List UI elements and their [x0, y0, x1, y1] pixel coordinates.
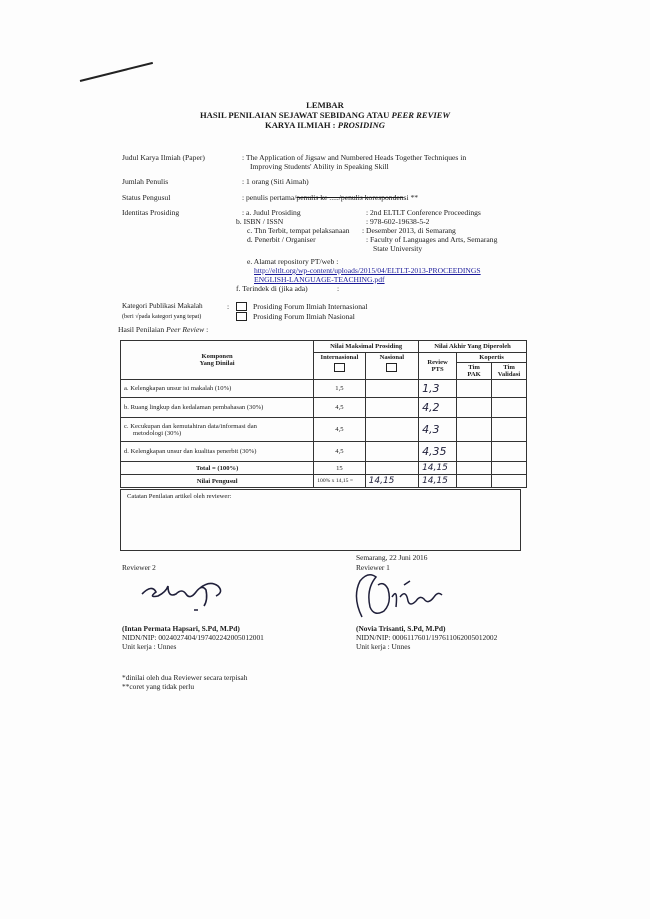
sign-date: Semarang, 22 Juni 2016	[356, 553, 428, 562]
pengusul-formula: 100% x 14,15 =	[314, 475, 365, 488]
pengusul-validasi	[492, 475, 527, 488]
scan-edge-mark	[80, 62, 153, 82]
terindek-value: :	[337, 284, 340, 293]
row-c-review: 4,3	[419, 418, 457, 442]
pengusul-hand: 14,15	[365, 475, 418, 488]
title-line-3	[0, 120, 650, 131]
nasional-text: Nasional	[379, 354, 405, 361]
row-c-nasional	[365, 418, 418, 442]
thn-label: c. Thn Terbit, tempat pelaksanaan	[247, 226, 350, 235]
hasil-label	[118, 325, 208, 334]
pengusul-pak	[457, 475, 492, 488]
review-table	[120, 340, 527, 488]
reviewer-2-title: Reviewer 2	[122, 563, 156, 572]
reviewer-2-unit: Unit kerja : Unnes	[122, 642, 177, 651]
internasional-header	[314, 353, 365, 380]
status-value-b: si **	[403, 193, 419, 202]
table-row-pengusul	[121, 475, 527, 488]
judul-value-1: : The Application of Jigsaw and Numbered Heads Together Techniques in	[242, 153, 467, 162]
nilai-akhir-header: Nilai Akhir Yang Diperoleh	[419, 341, 527, 353]
judul-label: Judul Karya Ilmiah (Paper)	[122, 153, 205, 162]
row-c-max: 4,5	[314, 418, 365, 442]
row-d-nasional	[365, 442, 418, 462]
row-a-pak	[457, 380, 492, 398]
pengusul-label: Nilai Pengusul	[121, 475, 314, 488]
title-line-3-text: KARYA ILMIAH :	[265, 120, 338, 130]
table-row	[121, 398, 527, 418]
row-a-label: a. Kelengkapan unsur isi makalah (10%)	[121, 380, 314, 398]
row-c-label	[121, 418, 314, 442]
row-d-review: 4,35	[419, 442, 457, 462]
row-c-pak	[457, 418, 492, 442]
status-value-struck: penulis ke ...../penulis koresponden	[296, 193, 404, 202]
repo-link-2[interactable]: ENGLISH-LANGUAGE-TEACHING.pdf	[254, 275, 385, 284]
penerbit-value-1: : Faculty of Languages and Arts, Semarang	[366, 235, 498, 244]
row-a-max: 1,5	[314, 380, 365, 398]
checkbox-internasional[interactable]	[236, 302, 247, 311]
tim-validasi-2: Validasi	[497, 371, 521, 378]
thn-value: : Desember 2013, di Semarang	[362, 226, 456, 235]
row-c-validasi	[492, 418, 527, 442]
row-a-review: 1,3	[419, 380, 457, 398]
nasional-checkbox[interactable]	[386, 363, 397, 372]
repo-link-1[interactable]: http://eltlt.org/wp-content/uploads/2015/04/ELTLT-2013-PROCEEDINGS	[254, 266, 481, 275]
tim-pak-1: Tim	[468, 364, 480, 371]
status-value	[242, 193, 418, 202]
kategori-colon: :	[227, 302, 230, 311]
title-line-2-italic: PEER REVIEW	[391, 110, 451, 120]
judul-prosiding-label: : a. Judul Prosiding	[242, 208, 301, 217]
total-pak	[457, 462, 492, 475]
option-nasional-label: Prosiding Forum Ilmiah Nasional	[253, 312, 355, 321]
table-row	[121, 380, 527, 398]
komponen-header-1: Komponen	[201, 353, 233, 360]
review-pts-1: Review	[427, 359, 448, 366]
status-label: Status Pengusul	[122, 193, 171, 202]
kopertis-header: Kopertis	[457, 353, 527, 363]
footnote-1: *dinilai oleh dua Reviewer secara terpisah	[122, 673, 248, 682]
tim-validasi-header	[492, 363, 527, 380]
pengusul-review: 14,15	[419, 475, 457, 488]
reviewer-1-signature	[344, 567, 454, 622]
isbn-label: b. ISBN / ISSN	[236, 217, 284, 226]
row-a-nasional	[365, 380, 418, 398]
reviewer-1-name: (Novia Trisanti, S.Pd, M.Pd)	[356, 624, 446, 633]
notes-label: Catatan Penilaian artikel oleh reviewer:	[127, 493, 232, 500]
row-d-max: 4,5	[314, 442, 365, 462]
total-nasional	[365, 462, 418, 475]
row-d-pak	[457, 442, 492, 462]
title-line-2-text: HASIL PENILAIAN SEJAWAT SEBIDANG ATAU	[199, 110, 392, 120]
jumlah-value: : 1 orang (Siti Aimah)	[242, 177, 309, 186]
tim-validasi-1: Tim	[503, 364, 515, 371]
jumlah-label: Jumlah Penulis	[122, 177, 169, 186]
total-label: Total = (100%)	[121, 462, 314, 475]
notes-box	[120, 489, 521, 551]
table-row	[121, 418, 527, 442]
internasional-checkbox[interactable]	[334, 363, 345, 372]
row-b-max: 4,5	[314, 398, 365, 418]
row-d-label: d. Kelengkapan unsur dan kualitas penerbit (30%)	[121, 442, 314, 462]
footnote-2: **coret yang tidak perlu	[122, 682, 195, 691]
row-b-validasi	[492, 398, 527, 418]
row-b-review: 4,2	[419, 398, 457, 418]
reviewer-2-name: (Intan Permata Hapsari, S.Pd, M.Pd)	[122, 624, 240, 633]
row-c-label-2: metodologi (30%)	[133, 429, 182, 437]
table-row	[121, 442, 527, 462]
tim-pak-header	[457, 363, 492, 380]
reviewer-1-title: Reviewer 1	[356, 563, 390, 572]
reviewer-1-nidn: NIDN/NIP: 0006117601/197611062005012002	[356, 633, 498, 642]
repo-label: e. Alamat repository PT/web :	[247, 257, 339, 266]
row-b-nasional	[365, 398, 418, 418]
title-line-2	[0, 110, 650, 121]
hasil-label-italic: Peer Review	[166, 325, 205, 334]
reviewer-2-nidn: NIDN/NIP: 0024027404/197402242005012001	[122, 633, 264, 642]
total-review: 14,15	[419, 462, 457, 475]
judul-value-2: Improving Students' Ability in Speaking Skill	[250, 162, 389, 171]
reviewer-1-unit: Unit kerja : Unnes	[356, 642, 411, 651]
status-value-a: : penulis pertama/	[242, 193, 297, 202]
komponen-header	[121, 341, 314, 380]
internasional-text: Internasional	[320, 354, 359, 361]
table-row-total	[121, 462, 527, 475]
total-validasi	[492, 462, 527, 475]
tim-pak-2: PAK	[467, 371, 481, 378]
row-b-label: b. Ruang lingkup dan kedalaman pembahasan (30%)	[121, 398, 314, 418]
row-c-label-1: c. Kecukupan dan kemutahiran data/informasi dan	[124, 422, 257, 430]
total-max: 15	[314, 462, 365, 475]
hasil-label-suffix: :	[204, 325, 209, 334]
kategori-label-1: Kategori Publikasi Makalah	[122, 302, 203, 310]
row-d-validasi	[492, 442, 527, 462]
judul-prosiding-value: : 2nd ELTLT Conference Proceedings	[366, 208, 481, 217]
nilai-maks-header: Nilai Maksimal Prosiding	[314, 341, 419, 353]
terindek-label: f. Terindek di (jika ada)	[236, 284, 308, 293]
reviewer-2-signature	[138, 572, 233, 614]
kategori-label-2: (beri √pada kategori yang tepat)	[122, 313, 202, 320]
identitas-label: Identitas Prosiding	[122, 208, 180, 217]
row-a-validasi	[492, 380, 527, 398]
review-pts-2: PTS	[431, 366, 444, 373]
title-line-3-italic: PROSIDING	[337, 120, 385, 130]
title-line-1: LEMBAR	[306, 100, 344, 110]
isbn-value: : 978-602-19638-5-2	[366, 217, 430, 226]
row-b-pak	[457, 398, 492, 418]
nasional-header	[365, 353, 418, 380]
penerbit-value-2: State University	[373, 244, 423, 253]
option-internasional-label: Prosiding Forum Ilmiah Internasional	[253, 302, 368, 311]
review-pts-header	[419, 353, 457, 380]
hasil-label-prefix: Hasil Penilaian	[118, 325, 167, 334]
checkbox-nasional[interactable]	[236, 312, 247, 321]
komponen-header-2: Yang Dinilai	[199, 360, 235, 367]
penerbit-label: d. Penerbit / Organiser	[247, 235, 316, 244]
